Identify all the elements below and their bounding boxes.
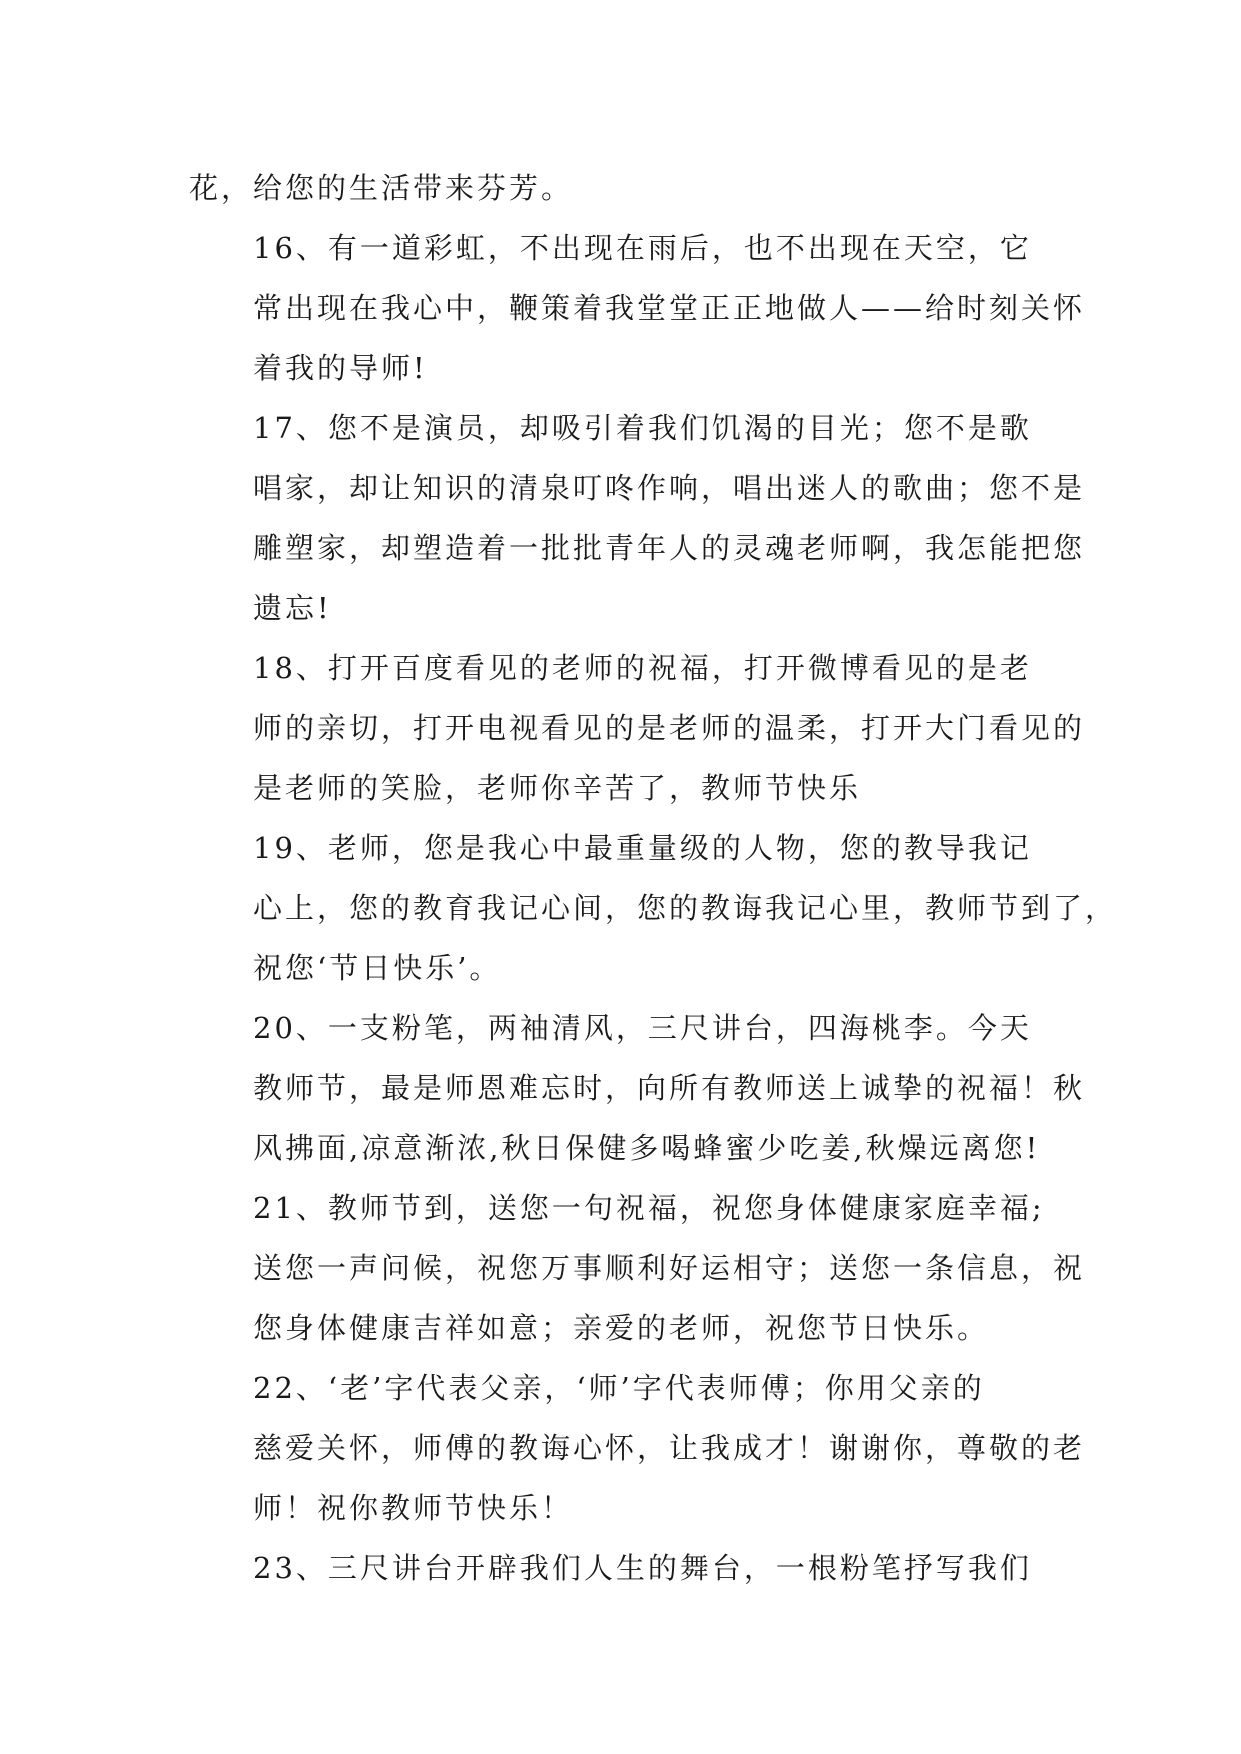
paragraph-continuation — [189, 158, 1045, 218]
text-line: 风拂面,凉意渐浓,秋日保健多喝蜂蜜少吃姜,秋燥远离您! — [253, 1131, 1041, 1165]
text-line: 花，给您的生活带来芬芳。 — [189, 171, 574, 205]
text-line: 遗忘! — [253, 591, 332, 625]
paragraph-item-18 — [189, 638, 1086, 818]
text-line: 师的亲切，打开电视看见的是老师的温柔，打开大门看见的 — [253, 711, 1086, 745]
text-line: 师！祝你教师节快乐！ — [253, 1491, 574, 1525]
paragraph-item-21 — [189, 1178, 1086, 1358]
text-line: 常出现在我心中，鞭策着我堂堂正正地做人——给时刻关怀 — [253, 291, 1086, 325]
text-line: 17、您不是演员，却吸引着我们饥渴的目光；您不是歌 — [253, 411, 1032, 445]
paragraph-item-19 — [189, 818, 1118, 998]
text-line: 祝您‘节日快乐’。 — [253, 951, 502, 985]
document-body — [189, 158, 1118, 1598]
text-line: 23、三尺讲台开辟我们人生的舞台，一根粉笔抒写我们 — [253, 1551, 1032, 1585]
paragraph-item-20 — [189, 998, 1086, 1178]
text-line: 18、打开百度看见的老师的祝福，打开微博看见的是老 — [253, 651, 1032, 685]
text-line: 唱家，却让知识的清泉叮咚作响，唱出迷人的歌曲；您不是 — [253, 471, 1086, 505]
text-line: 21、教师节到，送您一句祝福，祝您身体健康家庭幸福; — [253, 1191, 1045, 1225]
text-line: 心上，您的教育我记心间，您的教诲我记心里，教师节到了， — [253, 891, 1118, 925]
paragraph-item-22 — [189, 1358, 1086, 1538]
text-line: 22、‘老’字代表父亲，‘师’字代表师傅；你用父亲的 — [253, 1371, 985, 1405]
text-line: 您身体健康吉祥如意；亲爱的老师，祝您节日快乐。 — [253, 1311, 990, 1345]
text-line: 教师节，最是师恩难忘时，向所有教师送上诚挚的祝福！秋 — [253, 1071, 1086, 1105]
text-line: 着我的导师! — [253, 351, 428, 385]
text-line: 20、一支粉笔，两袖清风，三尺讲台，四海桃李。今天 — [253, 1011, 1032, 1045]
text-line: 雕塑家，却塑造着一批批青年人的灵魂老师啊，我怎能把您 — [253, 531, 1086, 565]
text-line: 是老师的笑脸，老师你辛苦了，教师节快乐 — [253, 771, 862, 805]
paragraph-item-16 — [189, 218, 1086, 398]
text-line: 送您一声问候，祝您万事顺利好运相守；送您一条信息，祝 — [253, 1251, 1086, 1285]
text-line: 19、老师，您是我心中最重量级的人物，您的教导我记 — [253, 831, 1032, 865]
text-line: 16、有一道彩虹，不出现在雨后，也不出现在天空，它 — [253, 231, 1032, 265]
paragraph-item-17 — [189, 398, 1086, 638]
paragraph-item-23 — [189, 1538, 1045, 1598]
text-line: 慈爱关怀，师傅的教诲心怀，让我成才！谢谢你，尊敬的老 — [253, 1431, 1086, 1465]
